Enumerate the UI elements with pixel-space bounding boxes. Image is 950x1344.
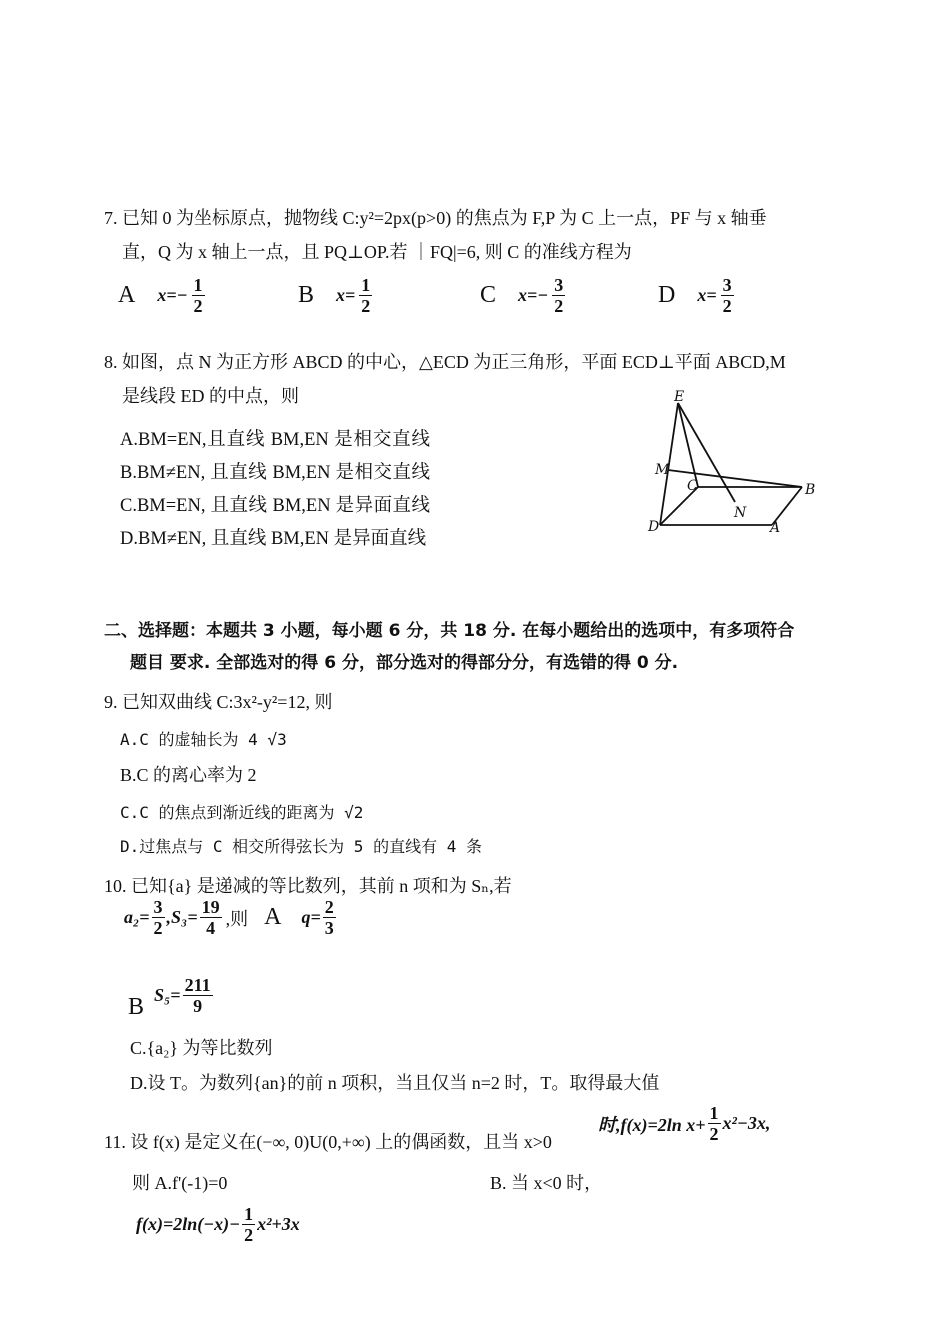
g-pre: f(x)=2ln(−x)−	[136, 1214, 241, 1234]
q8-line1: 8. 如图，点 N 为正方形 ABCD 的中心，△ECD 为正三角形，平面 ECD⊥平面 ABCD,M	[104, 352, 786, 372]
fraction-numerator: 1	[709, 1103, 719, 1123]
q7-line1: 7. 已知 0 为坐标原点，抛物线 C:y²=2px(p>0) 的焦点为 F,P 为 C 上一点，PF 与 x 轴垂	[104, 208, 767, 228]
label-d: D	[648, 519, 660, 535]
fraction-denominator: 2	[722, 296, 732, 316]
q7-line2: 直，Q 为 x 轴上一点，且 PQ⊥OP.若 ｜FQ|=6, 则 C 的准线方程为	[122, 242, 632, 262]
section2-line1: 二、选择题：本题共 3 小题，每小题 6 分，共 18 分. 在每小题给出的选项中，有多项符合	[104, 621, 795, 641]
q7-option-a	[118, 275, 205, 316]
fraction-numerator: 1	[244, 1204, 254, 1224]
option-letter: B	[128, 994, 145, 1020]
q10-option-b	[128, 970, 213, 1021]
q9-option-a: A.C 的虚轴长为 4 √3	[120, 730, 287, 749]
q7-option-c	[480, 275, 565, 316]
q11-option-b-formula	[136, 1204, 300, 1245]
fraction-denominator: 2	[193, 296, 203, 316]
label-c: C	[687, 478, 698, 494]
label-b: B	[805, 482, 816, 498]
q10-given	[124, 897, 336, 938]
fraction-denominator: 3	[324, 918, 334, 938]
label-m: M	[655, 462, 670, 478]
label-n: N	[734, 505, 747, 521]
fraction-numerator: 1	[193, 275, 203, 295]
fraction-numerator: 19	[201, 897, 220, 917]
fraction-denominator: 2	[153, 918, 163, 938]
option-letter: A	[118, 282, 136, 308]
f-pre: 时,f(x)=2ln x+	[598, 1114, 706, 1135]
q11-stem: 11. 设 f(x) 是定义在(−∞, 0)U(0,+∞) 上的偶函数，且当 x>0	[104, 1132, 552, 1152]
s3-lhs: ,S₃=	[166, 907, 198, 927]
fraction-denominator: 4	[206, 918, 216, 938]
f-post: x²−3x,	[722, 1113, 771, 1133]
q11-option-b: B. 当 x<0 时，	[490, 1173, 603, 1193]
label-e: E	[674, 390, 685, 405]
option-letter: B	[298, 282, 315, 308]
q-lhs: q=	[301, 907, 321, 927]
q8-options: A.BM=EN,且直线 BM,EN 是相交直线 B.BM≠EN, 且直线 BM,EN 是相交直线 C.BM=EN, 且直线 BM,EN 是异面直线 D.BM≠EN, 且直线 BM,EN 是异面直线	[120, 430, 430, 549]
fraction-denominator: 9	[193, 996, 203, 1016]
option-lhs: x=−	[157, 285, 188, 305]
q7-option-d	[658, 275, 734, 316]
q9-option-c: C.C 的焦点到渐近线的距离为 √2	[120, 803, 364, 822]
q10-option-d: D.设 T。为数列{an}的前 n 项积，当且仅当 n=2 时，T。取得最大值	[130, 1073, 660, 1093]
g-post: x²+3x	[257, 1214, 300, 1234]
option-letter: D	[658, 282, 676, 308]
fraction-numerator: 3	[153, 897, 163, 917]
option-lhs: x=−	[518, 285, 549, 305]
q8-geometry-figure	[640, 390, 830, 540]
q7-option-b	[298, 275, 372, 316]
q9-option-d: D.过焦点与 C 相交所得弦长为 5 的直线有 4 条	[120, 837, 482, 856]
q9-stem: 9. 已知双曲线 C:3x²-y²=12, 则	[104, 692, 333, 712]
fraction-numerator: 211	[184, 975, 211, 995]
section2-line2: 题目 要求. 全部选对的得 6 分，部分选对的得部分分，有选错的得 0 分.	[130, 653, 679, 673]
fraction-numerator: 2	[324, 897, 334, 917]
then-text: ,则	[225, 908, 249, 929]
option-lhs: x=	[336, 285, 356, 305]
fraction-numerator: 3	[722, 275, 732, 295]
fraction-denominator: 2	[361, 296, 371, 316]
q11-option-a: 则 A.f'(-1)=0	[132, 1173, 228, 1193]
q10-stem: 10. 已知{a} 是递减的等比数列，其前 n 项和为 Sₙ,若	[104, 876, 512, 896]
option-letter: C	[480, 282, 497, 308]
label-a: A	[770, 520, 781, 536]
fraction-denominator: 2	[244, 1225, 254, 1245]
fraction-numerator: 1	[361, 275, 371, 295]
q11-function	[598, 1103, 770, 1144]
option-lhs: x=	[697, 285, 717, 305]
fraction-denominator: 2	[709, 1124, 719, 1144]
fraction-denominator: 2	[554, 296, 564, 316]
option-letter: A	[264, 904, 282, 930]
s5-lhs: S₅=	[154, 985, 181, 1005]
edge-ec	[678, 403, 698, 487]
q8-line2: 是线段 ED 的中点，则	[122, 386, 299, 406]
a2-lhs: a₂=	[124, 907, 150, 927]
fraction-numerator: 3	[554, 275, 564, 295]
q10-option-c: C.{a₂} 为等比数列	[130, 1038, 273, 1058]
q9-option-b: B.C 的离心率为 2	[120, 765, 257, 785]
